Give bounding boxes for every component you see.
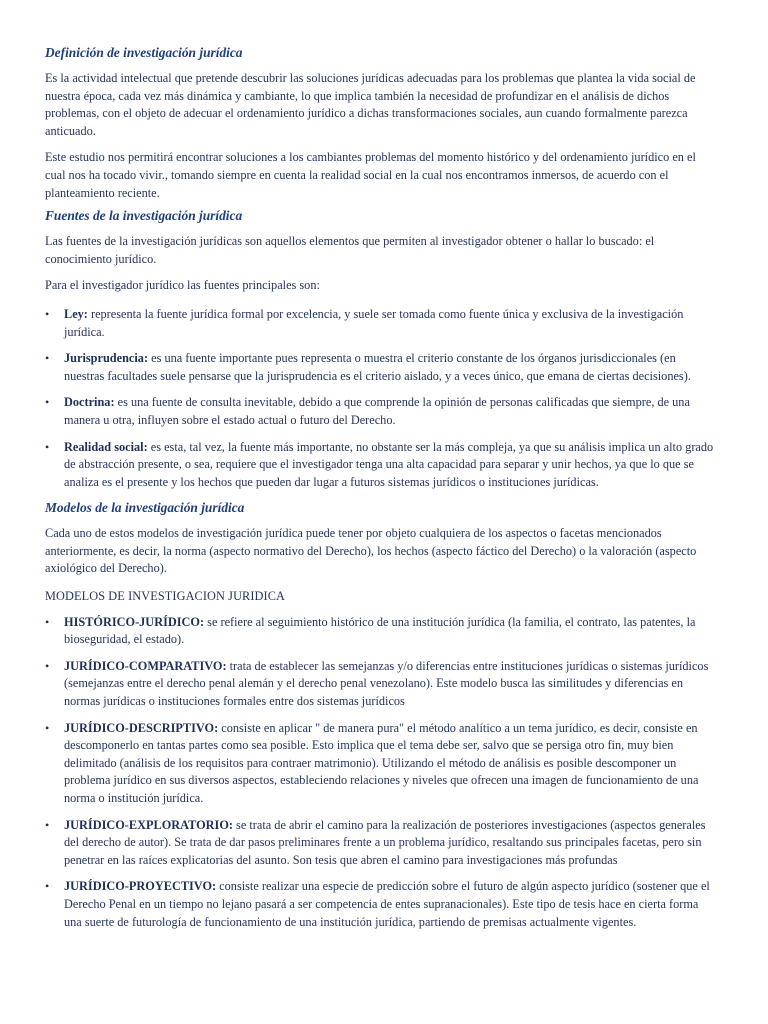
list-item-text: consiste realizar una especie de predicción sobre el futuro de algún aspecto jurídico (sostener que el Derecho Penal en un tiempo no lejano pasará a ser competencia de entes supranacionales). Este tipo de tesis hace en cierta forma una suerte de futurología de funcionamiento de una institución jurídica, partiendo de premisas actualmente vigentes. [64,879,710,929]
bullet-icon: • [45,439,50,454]
list-item-term: JURÍDICO-COMPARATIVO: [64,658,227,673]
bullet-icon: • [45,720,50,735]
paragraph: Cada uno de estos modelos de investigación jurídica puede tener por objeto cualquiera de los aspectos o facetas mencionados anteriormente, es decir, la norma (aspecto normativo del Derecho), los hechos (aspecto fáctico del Derecho) o la valoración (aspecto axiológico del Derecho). [45,526,697,576]
bullet-icon: • [45,614,50,629]
fuentes-list [45,306,718,491]
list-item [45,394,718,429]
bullet-icon: • [45,306,50,321]
list-item-text: es una fuente importante pues representa o muestra el criterio constante de los órganos jurisdiccionales (en nuestras facultades suele pensarse que la jurisprudencia es el criterio aislado, y a veces único, que emana de ciertas decisiones). [64,351,691,383]
list-item-text: se trata de abrir el camino para la realización de posteriores investigaciones (aspectos generales del derecho de autor). Se trata de dar pasos preliminares frente a un problema jurídico, resaltando sus principales facetas, pero sin penetrar en las raíces explicatorias del asunto. Son tesis que abren el camino para investigaciones más profundas [64,817,706,867]
section-heading-fuentes: Fuentes de la investigación jurídica [45,208,243,224]
list-item [45,306,718,341]
list-item-term: HISTÓRICO-JURÍDICO: [64,614,205,629]
list-item-term: Jurisprudencia: [64,351,149,366]
list-item-text: se refiere al seguimiento histórico de una institución jurídica (la familia, el contrato, las patentes, la bioseguridad, el estado). [64,614,696,647]
list-item-text: consiste en aplicar " de manera pura" el método analítico a un tema jurídico, es decir, consiste en descomponerlo en tantas partes como sea posible. Esto implica que el tema debe ser, salvo que se persiga otro fin, muy bien delimitado (análisis de los requisitos para contraer matrimonio). Utilizando el método de análisis es posible descomponer un problema jurídico en sus diversos aspectos, estableciendo relaciones y niveles que ofrecen una imagen de funcionamiento de una norma o institución jurídica. [64,720,699,805]
paragraph: Este estudio nos permitirá encontrar soluciones a los cambiantes problemas del momento histórico y del ordenamiento jurídico en el cual nos ha tocado vivir., tomando siempre en cuenta la realidad social en la cual nos encontramos inmersos, de acuerdo con el planteamiento reciente. [45,150,696,200]
bullet-icon: • [45,817,50,832]
bullet-icon: • [45,395,50,410]
list-item-term: JURÍDICO-DESCRIPTIVO: [64,720,219,735]
list-item-text: trata de establecer las semejanzas y/o diferencias entre instituciones jurídicas o sistemas jurídicos (semejanzas entre el derecho penal alemán y el derecho penal venezolano). Este modelo busca las similitudes y diferencias en normas jurídicas o instituciones formales entre dos sistemas jurídicos [64,658,709,709]
section-heading-modelos: Modelos de la investigación jurídica [45,500,245,516]
list-item-term: Ley: [64,306,88,321]
list-item-term: JURÍDICO-PROYECTIVO: [64,879,217,894]
list-item-term: Doctrina: [64,395,115,410]
list-item-text: es una fuente de consulta inevitable, debido a que comprende la opinión de personas calificadas que siempre, de una manera u otra, influyen sobre el estado actual o futuro del Derecho. [64,395,690,427]
list-item [45,350,718,385]
bullet-icon: • [45,658,50,673]
section-heading-definicion: Definición de investigación jurídica [45,45,243,60]
paragraph: Es la actividad intelectual que pretende descubrir las soluciones jurídicas adecuadas para los problemas que plantea la vida social de nuestra época, cada vez más dinámica y cambiante, lo que implica también la necesidad de profundizar en el análisis de dichos problemas, con el objeto de adecuar el ordenamiento jurídico a dichas transformaciones sociales, aun cuando formalmente parezca anticuado. [45,71,696,138]
list-item [45,817,718,870]
list-item-term: JURÍDICO-EXPLORATORIO: [64,817,233,832]
list-item [45,878,718,931]
bullet-icon: • [45,351,50,366]
list-item [45,720,718,808]
list-item [45,658,718,711]
list-item-text: es esta, tal vez, la fuente más importante, no obstante ser la más compleja, ya que su análisis implica un alto grado de abstracción presente, o sea, requiere que el investigador tenga una alta capacidad para separar y unir hechos, ya que lo que se analiza es el presente y los hechos que pueden dar lugar a futuros sistemas jurídicos o instituciones jurídicas. [64,439,714,489]
paragraph: Las fuentes de la investigación jurídicas son aquellos elementos que permiten al investigador obtener o hallar lo buscado: el conocimiento jurídico. [45,234,655,266]
subheading: MODELOS DE INVESTIGACION JURIDICA [45,589,286,604]
bullet-icon: • [45,879,50,894]
list-item [45,439,718,492]
paragraph: Para el investigador jurídico las fuentes principales son: [45,278,320,293]
list-item [45,614,718,649]
modelos-list [45,614,718,932]
list-item-term: Realidad social: [64,439,148,454]
list-item-text: representa la fuente jurídica formal por excelencia, y suele ser tomada como fuente única y exclusiva de la investigación jurídica. [64,306,684,339]
